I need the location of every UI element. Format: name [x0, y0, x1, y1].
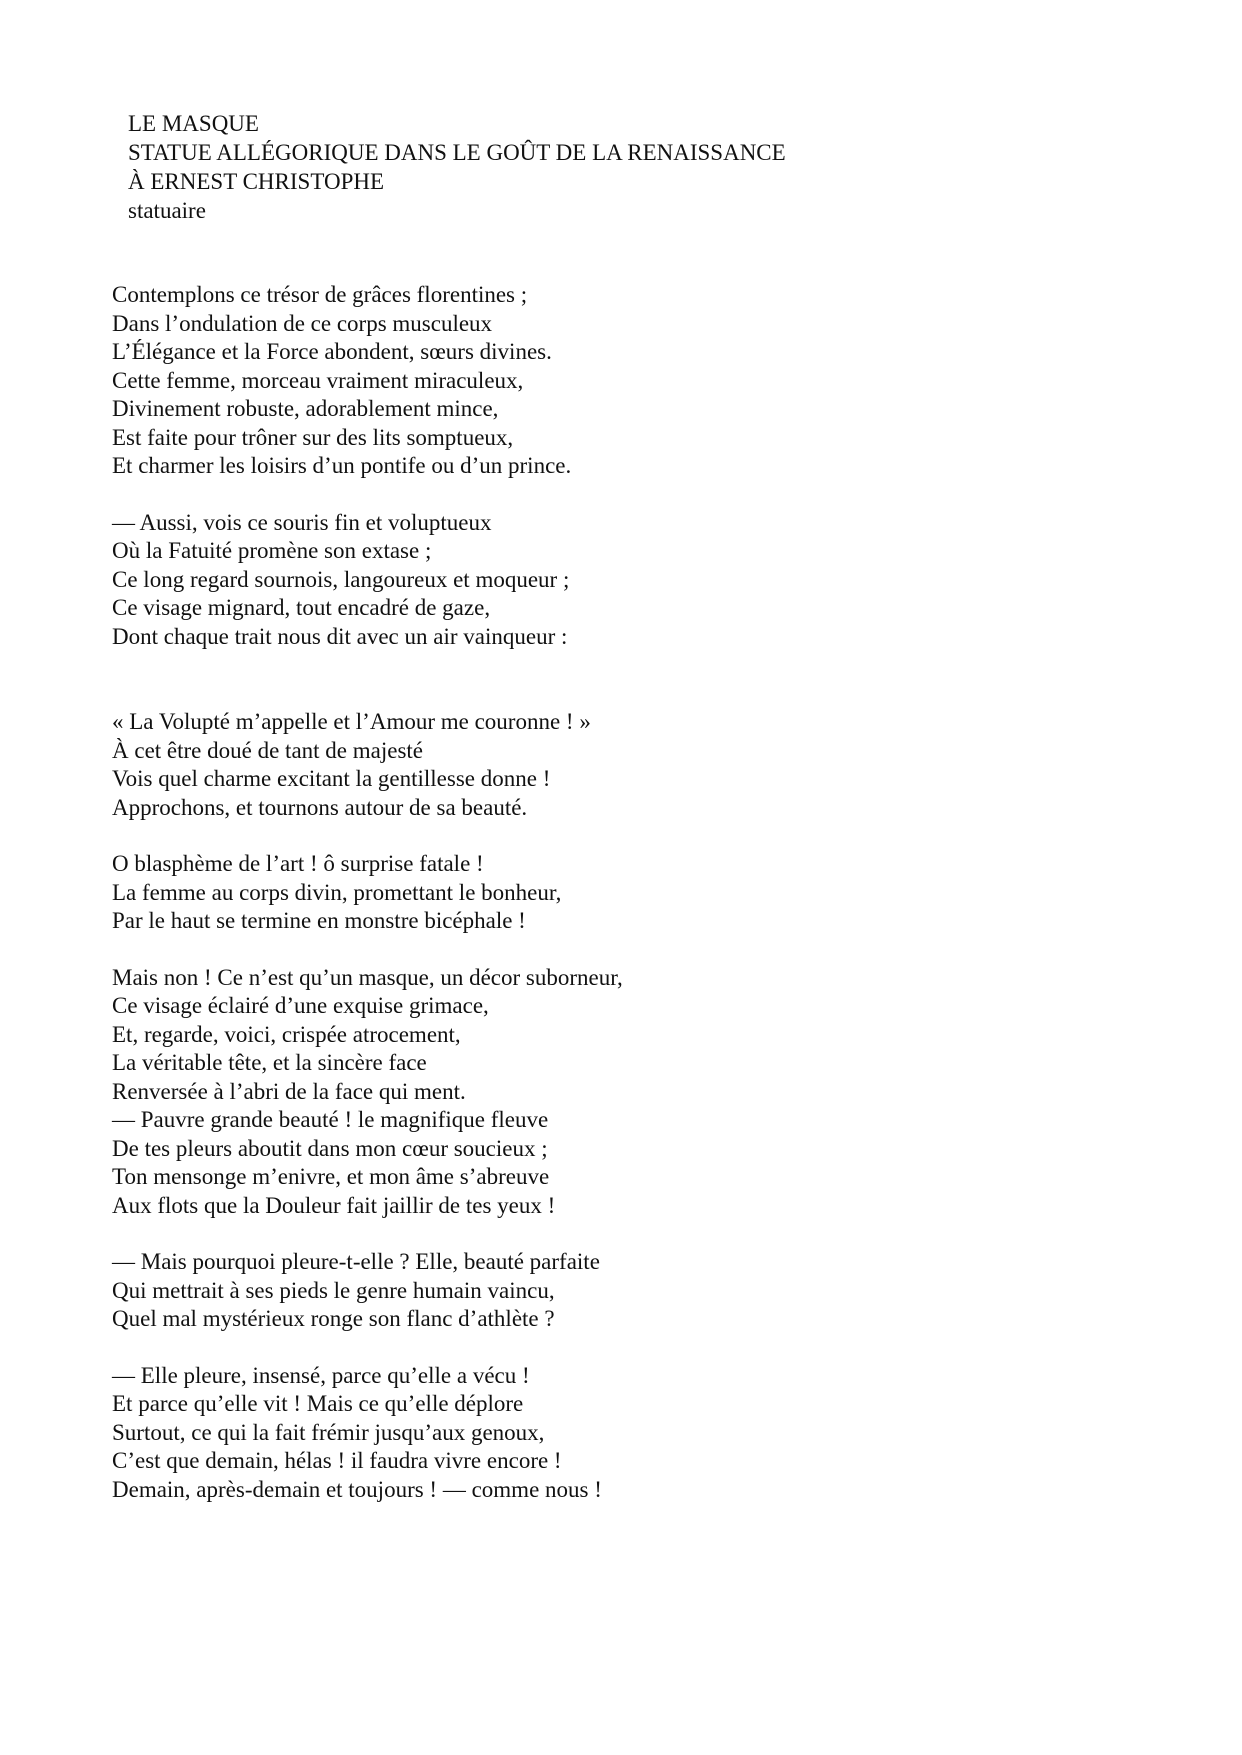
verse-line: La véritable tête, et la sincère face	[112, 1050, 427, 1075]
verse-line: L’Élégance et la Force abondent, sœurs divines.	[112, 339, 552, 364]
verse-line: « La Volupté m’appelle et l’Amour me couronne ! »	[112, 709, 591, 734]
verse-line: Divinement robuste, adorablement mince,	[112, 396, 499, 421]
verse-line: Ce visage éclairé d’une exquise grimace,	[112, 993, 489, 1018]
verse-line: Qui mettrait à ses pieds le genre humain vaincu,	[112, 1277, 555, 1303]
verse-line: Renversée à l’abri de la face qui ment.	[112, 1078, 466, 1104]
stanza-1	[112, 281, 623, 481]
verse-line: Et parce qu’elle vit ! Mais ce qu’elle déplore	[112, 1391, 524, 1416]
verse-line: Est faite pour trôner sur des lits somptueux,	[112, 424, 514, 450]
verse-line: Contemplons ce trésor de grâces florentines ;	[112, 282, 528, 307]
verse-line: Quel mal mystérieux ronge son flanc d’athlète ?	[112, 1306, 555, 1331]
stanza-4	[112, 850, 623, 936]
verse-line: Ce long regard sournois, langoureux et moqueur ;	[112, 566, 570, 592]
verse-line: Et charmer les loisirs d’un pontife ou d’un prince.	[112, 453, 572, 478]
verse-line: Vois quel charme excitant la gentillesse donne !	[112, 766, 551, 791]
verse-line: Dont chaque trait nous dit avec un air vainqueur :	[112, 623, 568, 649]
verse-line: Demain, après-demain et toujours ! — comme nous !	[112, 1476, 602, 1502]
verse-line: Surtout, ce qui la fait frémir jusqu’aux genoux,	[112, 1419, 545, 1445]
verse-line: O blasphème de l’art ! ô surprise fatale !	[112, 851, 484, 876]
verse-line: — Mais pourquoi pleure-t-elle ? Elle, beauté parfaite	[112, 1249, 600, 1274]
verse-line: Où la Fatuité promène son extase ;	[112, 538, 432, 563]
verse-line: Ton mensonge m’enivre, et mon âme s’abreuve	[112, 1164, 550, 1189]
poem-title: LE MASQUE	[128, 111, 259, 136]
verse-line: Et, regarde, voici, crispée atrocement,	[112, 1021, 461, 1047]
stanza-3	[112, 708, 623, 822]
verse-line: De tes pleurs aboutit dans mon cœur soucieux ;	[112, 1135, 548, 1161]
verse-line: — Aussi, vois ce souris fin et voluptueux	[112, 509, 492, 535]
stanza-5	[112, 964, 623, 1221]
verse-line: Aux flots que la Douleur fait jaillir de tes yeux !	[112, 1192, 556, 1218]
poem-subtitle: STATUE ALLÉGORIQUE DANS LE GOÛT DE LA RENAISSANCE	[128, 140, 786, 165]
stanza-2	[112, 509, 623, 652]
verse-line: — Elle pleure, insensé, parce qu’elle a vécu !	[112, 1362, 530, 1388]
verse-line: Par le haut se termine en monstre bicéphale !	[112, 908, 526, 933]
poem-header	[128, 109, 786, 225]
verse-line: Cette femme, morceau vraiment miraculeux,	[112, 367, 524, 393]
verse-line: Dans l’ondulation de ce corps musculeux	[112, 310, 493, 336]
poem-body	[112, 281, 623, 1504]
poem-dedication-role: statuaire	[128, 198, 206, 223]
stanza-6	[112, 1248, 623, 1334]
verse-line: À cet être doué de tant de majesté	[112, 737, 423, 763]
verse-line: C’est que demain, hélas ! il faudra vivre encore !	[112, 1448, 562, 1473]
poem-dedication: À ERNEST CHRISTOPHE	[128, 169, 385, 194]
verse-line: Approchons, et tournons autour de sa beauté.	[112, 794, 528, 820]
verse-line: Ce visage mignard, tout encadré de gaze,	[112, 595, 491, 620]
verse-line: — Pauvre grande beauté ! le magnifique fleuve	[112, 1107, 549, 1132]
stanza-7	[112, 1362, 623, 1505]
verse-line: La femme au corps divin, promettant le bonheur,	[112, 879, 562, 905]
verse-line: Mais non ! Ce n’est qu’un masque, un décor suborneur,	[112, 964, 623, 990]
